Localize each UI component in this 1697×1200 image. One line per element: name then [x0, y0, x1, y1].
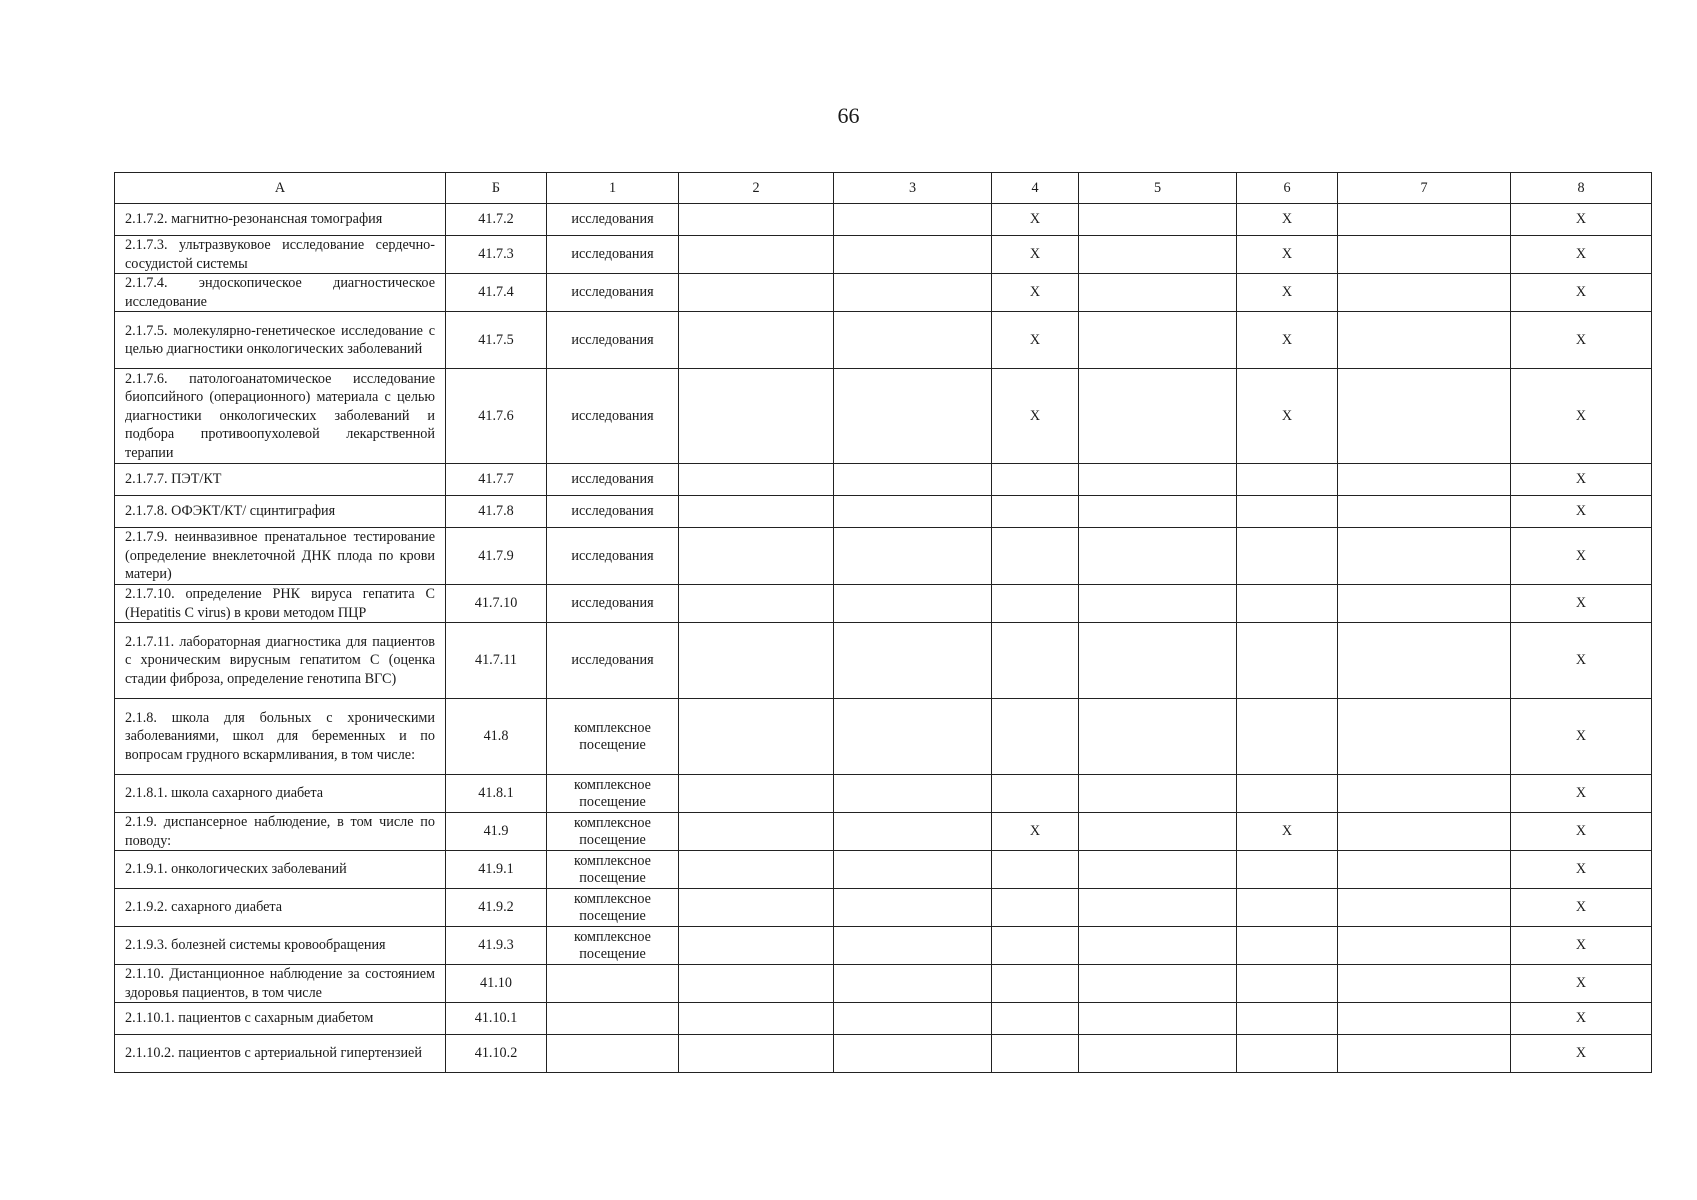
row-col3-cell — [834, 1035, 992, 1073]
row-col3-cell — [834, 775, 992, 813]
table-row — [115, 813, 1652, 851]
row-col5-cell — [1079, 585, 1237, 623]
row-col2-cell — [679, 965, 834, 1003]
row-unit-cell: комплексное посещение — [547, 699, 679, 775]
row-unit-cell — [547, 965, 679, 1003]
row-col4-cell — [992, 699, 1079, 775]
row-col7-cell — [1338, 1003, 1511, 1035]
row-col4-cell — [992, 775, 1079, 813]
row-code-cell: 41.7.4 — [446, 274, 547, 312]
row-col7-cell — [1338, 965, 1511, 1003]
row-col8-cell: X — [1511, 927, 1652, 965]
row-unit-cell — [547, 1035, 679, 1073]
row-col2-cell — [679, 1035, 834, 1073]
row-col5-cell — [1079, 204, 1237, 236]
table-row — [115, 965, 1652, 1003]
row-code-cell: 41.10.2 — [446, 1035, 547, 1073]
table-row — [115, 927, 1652, 965]
row-col7-cell — [1338, 699, 1511, 775]
row-col3-cell — [834, 851, 992, 889]
row-col8-cell: X — [1511, 585, 1652, 623]
row-col5-cell — [1079, 464, 1237, 496]
row-col8-cell: X — [1511, 623, 1652, 699]
header-cell: 3 — [834, 173, 992, 204]
row-col8-cell: X — [1511, 369, 1652, 464]
row-name-cell: 2.1.7.2. магнитно-резонансная томография — [115, 204, 446, 236]
table-row — [115, 1035, 1652, 1073]
row-col2-cell — [679, 813, 834, 851]
row-col5-cell — [1079, 274, 1237, 312]
table-row — [115, 528, 1652, 585]
row-col8-cell: X — [1511, 851, 1652, 889]
row-col6-cell — [1237, 965, 1338, 1003]
row-col4-cell — [992, 1035, 1079, 1073]
row-col3-cell — [834, 623, 992, 699]
table-row — [115, 236, 1652, 274]
row-col7-cell — [1338, 775, 1511, 813]
row-col8-cell: X — [1511, 965, 1652, 1003]
row-code-cell: 41.7.2 — [446, 204, 547, 236]
row-unit-cell: комплексное посещение — [547, 775, 679, 813]
row-col4-cell — [992, 851, 1079, 889]
row-col2-cell — [679, 699, 834, 775]
row-col8-cell: X — [1511, 813, 1652, 851]
row-col2-cell — [679, 236, 834, 274]
row-col7-cell — [1338, 813, 1511, 851]
row-col3-cell — [834, 274, 992, 312]
row-col8-cell: X — [1511, 528, 1652, 585]
row-unit-cell: исследования — [547, 496, 679, 528]
row-name-cell: 2.1.7.8. ОФЭКТ/КТ/ сцинтиграфия — [115, 496, 446, 528]
row-code-cell: 41.9 — [446, 813, 547, 851]
row-col3-cell — [834, 312, 992, 369]
row-col4-cell — [992, 889, 1079, 927]
row-unit-cell: исследования — [547, 204, 679, 236]
row-code-cell: 41.7.11 — [446, 623, 547, 699]
row-col2-cell — [679, 1003, 834, 1035]
row-code-cell: 41.9.3 — [446, 927, 547, 965]
row-unit-cell: комплексное посещение — [547, 889, 679, 927]
row-code-cell: 41.8 — [446, 699, 547, 775]
row-col4-cell — [992, 464, 1079, 496]
row-col8-cell: X — [1511, 464, 1652, 496]
row-col5-cell — [1079, 312, 1237, 369]
row-col4-cell — [992, 927, 1079, 965]
row-col7-cell — [1338, 204, 1511, 236]
row-col5-cell — [1079, 1003, 1237, 1035]
row-col2-cell — [679, 528, 834, 585]
row-col5-cell — [1079, 623, 1237, 699]
table-row — [115, 369, 1652, 464]
row-col8-cell: X — [1511, 699, 1652, 775]
row-unit-cell: исследования — [547, 312, 679, 369]
row-unit-cell: исследования — [547, 236, 679, 274]
row-col5-cell — [1079, 1035, 1237, 1073]
row-col7-cell — [1338, 274, 1511, 312]
row-col2-cell — [679, 889, 834, 927]
row-unit-cell: исследования — [547, 274, 679, 312]
row-col5-cell — [1079, 813, 1237, 851]
row-col2-cell — [679, 496, 834, 528]
table-row — [115, 889, 1652, 927]
row-col8-cell: X — [1511, 496, 1652, 528]
header-cell: Б — [446, 173, 547, 204]
row-col3-cell — [834, 889, 992, 927]
row-name-cell: 2.1.7.10. определение РНК вируса гепатита С (Hepatitis С virus) в крови методом ПЦР — [115, 585, 446, 623]
row-col6-cell: X — [1237, 813, 1338, 851]
row-col6-cell — [1237, 1035, 1338, 1073]
row-col2-cell — [679, 312, 834, 369]
row-col2-cell — [679, 274, 834, 312]
row-col2-cell — [679, 851, 834, 889]
row-col7-cell — [1338, 623, 1511, 699]
row-name-cell: 2.1.9.2. сахарного диабета — [115, 889, 446, 927]
row-col5-cell — [1079, 496, 1237, 528]
header-cell: 1 — [547, 173, 679, 204]
row-col2-cell — [679, 204, 834, 236]
row-col3-cell — [834, 813, 992, 851]
row-col7-cell — [1338, 369, 1511, 464]
table-row — [115, 464, 1652, 496]
table-row — [115, 775, 1652, 813]
row-col8-cell: X — [1511, 1035, 1652, 1073]
row-col4-cell: X — [992, 369, 1079, 464]
row-col4-cell: X — [992, 236, 1079, 274]
table-row — [115, 274, 1652, 312]
row-col8-cell: X — [1511, 204, 1652, 236]
row-col8-cell: X — [1511, 889, 1652, 927]
table-row — [115, 851, 1652, 889]
table-header-row — [115, 173, 1652, 204]
row-col8-cell: X — [1511, 274, 1652, 312]
row-code-cell: 41.8.1 — [446, 775, 547, 813]
row-col5-cell — [1079, 699, 1237, 775]
header-cell: 5 — [1079, 173, 1237, 204]
row-col3-cell — [834, 1003, 992, 1035]
row-col6-cell: X — [1237, 369, 1338, 464]
row-code-cell: 41.7.5 — [446, 312, 547, 369]
row-unit-cell: исследования — [547, 528, 679, 585]
row-name-cell: 2.1.9.1. онкологических заболеваний — [115, 851, 446, 889]
row-col6-cell: X — [1237, 236, 1338, 274]
header-cell: А — [115, 173, 446, 204]
row-col2-cell — [679, 927, 834, 965]
row-col8-cell: X — [1511, 312, 1652, 369]
row-code-cell: 41.7.8 — [446, 496, 547, 528]
row-code-cell: 41.7.10 — [446, 585, 547, 623]
row-col7-cell — [1338, 236, 1511, 274]
row-col6-cell — [1237, 585, 1338, 623]
page-number: 66 — [837, 103, 860, 128]
row-col5-cell — [1079, 927, 1237, 965]
row-code-cell: 41.7.3 — [446, 236, 547, 274]
row-name-cell: 2.1.8. школа для больных с хроническими заболеваниями, школ для беременных и по вопросам грудного вскармливания, в том числе: — [115, 699, 446, 775]
row-col7-cell — [1338, 889, 1511, 927]
row-code-cell: 41.9.1 — [446, 851, 547, 889]
row-col6-cell — [1237, 775, 1338, 813]
row-col7-cell — [1338, 585, 1511, 623]
header-cell: 8 — [1511, 173, 1652, 204]
row-name-cell: 2.1.9.3. болезней системы кровообращения — [115, 927, 446, 965]
row-unit-cell: комплексное посещение — [547, 927, 679, 965]
row-col2-cell — [679, 623, 834, 699]
row-col8-cell: X — [1511, 1003, 1652, 1035]
row-col5-cell — [1079, 889, 1237, 927]
row-col2-cell — [679, 464, 834, 496]
row-col7-cell — [1338, 528, 1511, 585]
row-col7-cell — [1338, 851, 1511, 889]
row-unit-cell — [547, 1003, 679, 1035]
row-col7-cell — [1338, 464, 1511, 496]
row-col4-cell: X — [992, 813, 1079, 851]
header-cell: 2 — [679, 173, 834, 204]
row-unit-cell: исследования — [547, 369, 679, 464]
row-col2-cell — [679, 775, 834, 813]
row-col2-cell — [679, 585, 834, 623]
row-col4-cell — [992, 1003, 1079, 1035]
row-unit-cell: исследования — [547, 623, 679, 699]
row-col8-cell: X — [1511, 775, 1652, 813]
row-col6-cell — [1237, 927, 1338, 965]
row-col5-cell — [1079, 369, 1237, 464]
row-col6-cell — [1237, 496, 1338, 528]
row-name-cell: 2.1.7.7. ПЭТ/КТ — [115, 464, 446, 496]
row-col3-cell — [834, 464, 992, 496]
row-col3-cell — [834, 204, 992, 236]
row-col7-cell — [1338, 496, 1511, 528]
row-col4-cell: X — [992, 312, 1079, 369]
table-row — [115, 699, 1652, 775]
table-row — [115, 623, 1652, 699]
row-code-cell: 41.7.9 — [446, 528, 547, 585]
row-col7-cell — [1338, 927, 1511, 965]
row-name-cell: 2.1.7.9. неинвазивное пренатальное тестирование (определение внеклеточной ДНК плода по крови матери) — [115, 528, 446, 585]
row-col6-cell: X — [1237, 312, 1338, 369]
row-col3-cell — [834, 496, 992, 528]
row-unit-cell: исследования — [547, 464, 679, 496]
header-cell: 7 — [1338, 173, 1511, 204]
row-col6-cell — [1237, 889, 1338, 927]
row-col6-cell — [1237, 464, 1338, 496]
row-name-cell: 2.1.7.6. патологоанатомическое исследование биопсийного (операционного) материала с целью диагностики онкологических заболеваний и подбора противоопухолевой лекарственной терапии — [115, 369, 446, 464]
row-name-cell: 2.1.10. Дистанционное наблюдение за состоянием здоровья пациентов, в том числе — [115, 965, 446, 1003]
row-col4-cell — [992, 623, 1079, 699]
row-col6-cell — [1237, 1003, 1338, 1035]
row-col6-cell: X — [1237, 274, 1338, 312]
table-row — [115, 1003, 1652, 1035]
table-row — [115, 496, 1652, 528]
row-col8-cell: X — [1511, 236, 1652, 274]
table-row — [115, 585, 1652, 623]
header-cell: 4 — [992, 173, 1079, 204]
row-name-cell: 2.1.7.11. лабораторная диагностика для пациентов с хроническим вирусным гепатитом С (оценка стадии фиброза, определение генотипа ВГС) — [115, 623, 446, 699]
row-col3-cell — [834, 965, 992, 1003]
row-col4-cell — [992, 528, 1079, 585]
row-col3-cell — [834, 369, 992, 464]
row-name-cell: 2.1.8.1. школа сахарного диабета — [115, 775, 446, 813]
row-name-cell: 2.1.7.5. молекулярно-генетическое исследование с целью диагностики онкологических заболеваний — [115, 312, 446, 369]
header-cell: 6 — [1237, 173, 1338, 204]
row-col6-cell — [1237, 851, 1338, 889]
row-col4-cell: X — [992, 204, 1079, 236]
row-name-cell: 2.1.7.4. эндоскопическое диагностическое исследование — [115, 274, 446, 312]
row-unit-cell: комплексное посещение — [547, 851, 679, 889]
row-col2-cell — [679, 369, 834, 464]
row-col4-cell — [992, 496, 1079, 528]
row-name-cell: 2.1.9. диспансерное наблюдение, в том числе по поводу: — [115, 813, 446, 851]
row-name-cell: 2.1.10.2. пациентов с артериальной гипертензией — [115, 1035, 446, 1073]
row-name-cell: 2.1.10.1. пациентов с сахарным диабетом — [115, 1003, 446, 1035]
row-unit-cell: комплексное посещение — [547, 813, 679, 851]
row-code-cell: 41.7.6 — [446, 369, 547, 464]
row-col3-cell — [834, 236, 992, 274]
data-table — [114, 172, 1652, 1073]
row-col7-cell — [1338, 1035, 1511, 1073]
row-code-cell: 41.7.7 — [446, 464, 547, 496]
table-row — [115, 312, 1652, 369]
row-col6-cell — [1237, 623, 1338, 699]
table-row — [115, 204, 1652, 236]
row-col4-cell: X — [992, 274, 1079, 312]
row-col5-cell — [1079, 851, 1237, 889]
row-code-cell: 41.10 — [446, 965, 547, 1003]
row-col3-cell — [834, 699, 992, 775]
row-col5-cell — [1079, 528, 1237, 585]
row-col4-cell — [992, 965, 1079, 1003]
row-col5-cell — [1079, 236, 1237, 274]
row-code-cell: 41.9.2 — [446, 889, 547, 927]
row-col7-cell — [1338, 312, 1511, 369]
row-col6-cell: X — [1237, 204, 1338, 236]
row-unit-cell: исследования — [547, 585, 679, 623]
row-col6-cell — [1237, 699, 1338, 775]
row-col5-cell — [1079, 775, 1237, 813]
row-col4-cell — [992, 585, 1079, 623]
row-code-cell: 41.10.1 — [446, 1003, 547, 1035]
row-col3-cell — [834, 927, 992, 965]
row-col3-cell — [834, 585, 992, 623]
row-col5-cell — [1079, 965, 1237, 1003]
row-col6-cell — [1237, 528, 1338, 585]
row-col3-cell — [834, 528, 992, 585]
row-name-cell: 2.1.7.3. ультразвуковое исследование сердечно-сосудистой системы — [115, 236, 446, 274]
